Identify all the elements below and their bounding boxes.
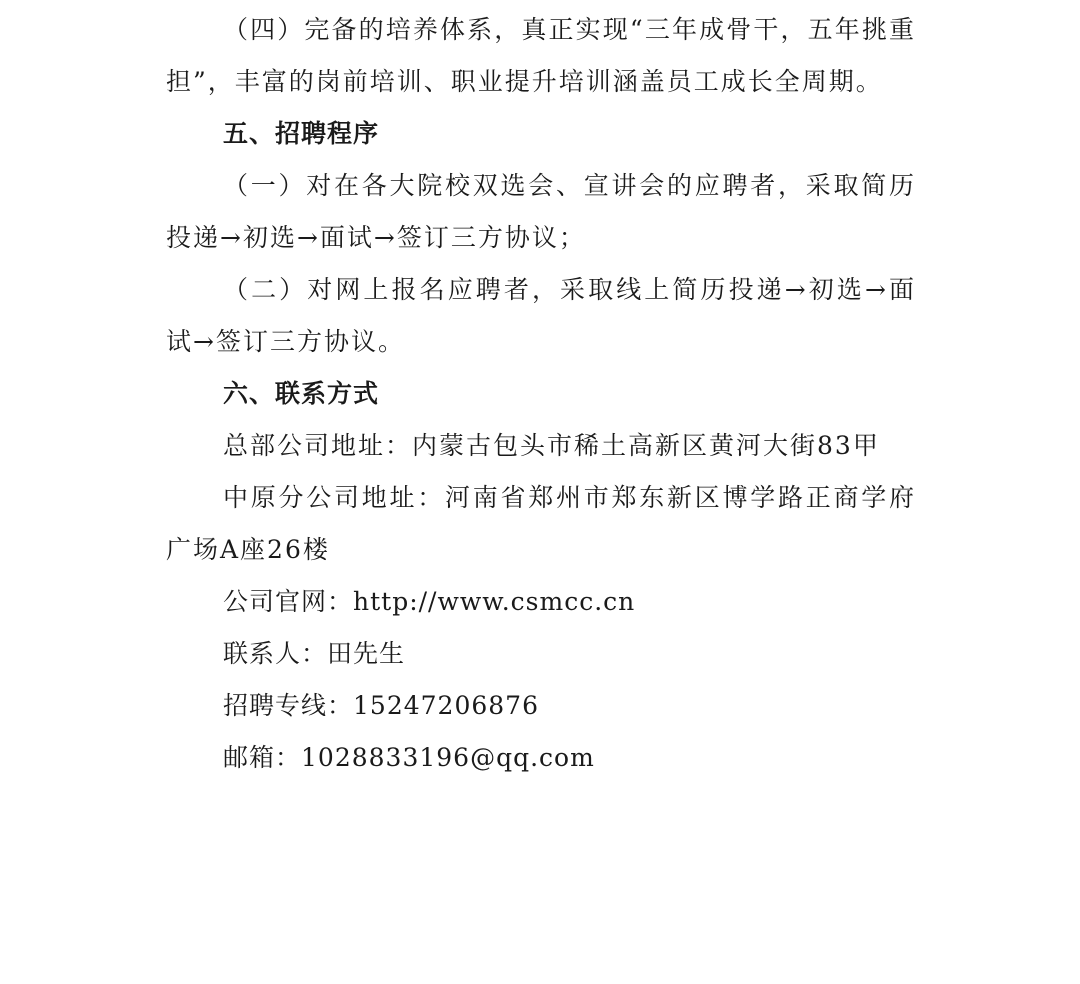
hq-address: 总部公司地址：内蒙古包头市稀土高新区黄河大街83甲 (223, 431, 880, 460)
procedure-item-campus: （一）对在各大院校双选会、宣讲会的应聘者，采取简历投递→初选→面试→签订三方协议； (166, 171, 916, 252)
email-address[interactable]: 1028833196@qq.com (301, 743, 595, 772)
contact-info-heading: 六、联系方式 (223, 379, 380, 408)
website-label: 公司官网： (223, 587, 354, 616)
email-label: 邮箱： (223, 743, 302, 772)
document-page (166, 4, 916, 784)
contact-person-line (166, 628, 916, 680)
branch-address: 中原分公司地址：河南省郑州市郑东新区博学路正商学府广场A座26楼 (166, 483, 916, 564)
recruitment-procedure-heading: 五、招聘程序 (223, 119, 380, 148)
hotline-label: 招聘专线： (223, 691, 354, 720)
hotline-number: 15247206876 (353, 691, 539, 720)
training-system-paragraph: （四）完备的培养体系，真正实现“三年成骨干，五年挑重担”，丰富的岗前培训、职业提升培训涵盖员工成长全周期。 (166, 15, 916, 96)
email-line (166, 732, 916, 784)
hotline-line (166, 680, 916, 732)
website-line (166, 576, 916, 628)
contact-person-name: 田先生 (327, 639, 406, 668)
procedure-item-online: （二）对网上报名应聘者，采取线上简历投递→初选→面试→签订三方协议。 (166, 275, 916, 356)
website-link[interactable]: http://www.csmcc.cn (353, 587, 636, 616)
contact-person-label: 联系人： (223, 639, 328, 668)
